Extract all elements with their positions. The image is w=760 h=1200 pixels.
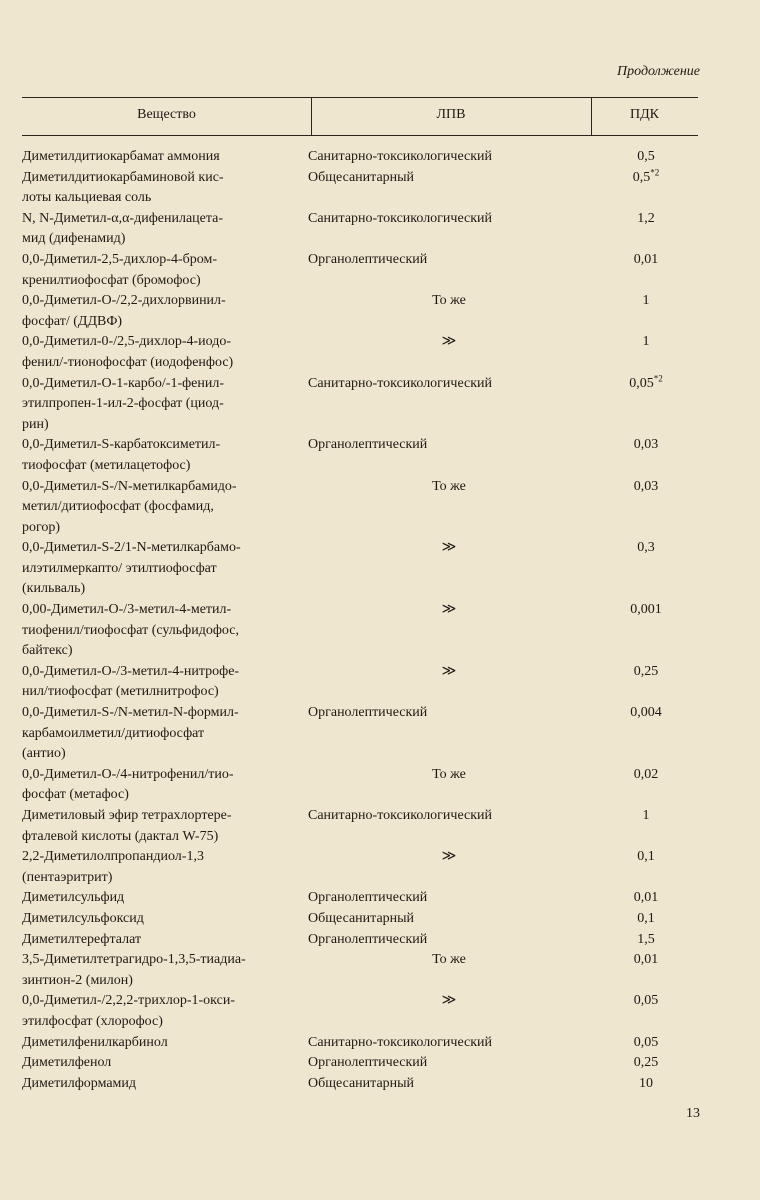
substance-cell (22, 374, 304, 436)
table-row (22, 1074, 698, 1095)
substance-line: Диметилсульфоксид (22, 910, 144, 926)
substance-line: 0,0-Диметил-0-/2,5-дихлор-4-иодо- (22, 334, 232, 350)
substance-cell (22, 1033, 304, 1054)
table-row (22, 765, 698, 806)
pdk-cell (594, 703, 698, 765)
pdk-value: 0,05 (633, 993, 659, 1009)
pdk-value: 1 (642, 293, 650, 309)
lpv-cell: ≫ (441, 540, 457, 556)
pdk-cell (594, 930, 698, 951)
substance-line: 0,0-Диметил-О-/2,2-дихлорвинил- (22, 293, 226, 309)
substance-cell (22, 538, 304, 600)
substance-line: тиофосфат (метилацетофос) (22, 457, 191, 473)
substance-line: рин) (22, 416, 49, 432)
substance-line: фосфат/ (ДДВФ) (22, 313, 123, 329)
pdk-value: 1 (642, 334, 650, 350)
substance-cell (22, 950, 304, 991)
substance-line: 0,0-Диметил-О-1-карбо/-1-фенил- (22, 375, 225, 391)
pdk-cell (594, 847, 698, 888)
pdk-value: 1,5 (637, 931, 655, 947)
lpv-cell: То же (432, 766, 466, 782)
lpv-cell: ≫ (441, 663, 457, 679)
pdk-cell (594, 250, 698, 291)
pdk-cell (594, 291, 698, 332)
pdk-cell (594, 1033, 698, 1054)
substance-line: 0,0-Диметил-/2,2,2-трихлор-1-окси- (22, 993, 236, 1009)
substance-cell (22, 765, 304, 806)
pdk-value: 0,03 (633, 478, 659, 494)
table-row (22, 991, 698, 1032)
substance-cell (22, 250, 304, 291)
substance-line: 0,0-Диметил-О-/3-метил-4-нитрофе- (22, 663, 240, 679)
substance-line: фталевой кислоты (дактал W-75) (22, 828, 219, 844)
table-row (22, 662, 698, 703)
pdk-cell (594, 909, 698, 930)
page-number: 13 (686, 1106, 700, 1121)
pdk-cell (594, 209, 698, 250)
substance-line: Диметилфенол (22, 1055, 112, 1071)
pdk-value: 0,03 (633, 437, 659, 453)
lpv-cell: Органолептический (308, 1055, 428, 1071)
pdk-value: 0,01 (633, 952, 659, 968)
substance-cell (22, 991, 304, 1032)
pdk-cell (594, 477, 698, 539)
pdk-cell (594, 538, 698, 600)
lpv-cell: Санитарно-токсикологический (308, 375, 493, 391)
pdk-value: 0,5 (637, 149, 655, 164)
pdk-cell (594, 1074, 698, 1095)
substance-line: 0,0-Диметил-S-/N-метил-N-формил- (22, 705, 239, 721)
substance-cell (22, 600, 304, 662)
substance-cell (22, 909, 304, 930)
substance-line: 0,00-Диметил-О-/3-метил-4-метил- (22, 602, 232, 618)
substance-line: (антио) (22, 746, 66, 762)
pdk-value: 1 (642, 808, 650, 823)
substance-line: илэтилмеркапто/ этилтиофосфат (22, 560, 217, 576)
substance-cell (22, 477, 304, 539)
substance-line: Диметилдитиокарбамат аммония (22, 149, 220, 164)
table-header-rule (22, 135, 698, 136)
substance-line: рогор) (22, 519, 61, 535)
lpv-cell: Санитарно-токсикологический (308, 210, 493, 226)
table-row (22, 250, 698, 291)
lpv-cell: Органолептический (308, 890, 428, 906)
pdk-value: 0,001 (630, 602, 662, 618)
lpv-cell: ≫ (441, 602, 457, 618)
pdk-value: 0,25 (633, 663, 659, 679)
substance-line: N, N-Диметил-α,α-дифенилацета- (22, 210, 224, 226)
substance-cell (22, 168, 304, 209)
table-top-rule (22, 97, 698, 98)
table-row (22, 909, 698, 930)
continuation-label: Продолжение (617, 64, 700, 79)
substance-cell (22, 806, 304, 847)
lpv-cell: То же (432, 478, 466, 494)
substance-line: 2,2-Диметилолпропандиол-1,3 (22, 849, 204, 865)
substance-line: Диметилсульфид (22, 890, 125, 906)
table-row (22, 600, 698, 662)
substance-line: 0,0-Диметил-S-/N-метилкарбамидо- (22, 478, 237, 494)
table-row (22, 291, 698, 332)
substance-cell (22, 291, 304, 332)
substance-line: нил/тиофосфат (метилнитрофос) (22, 684, 219, 700)
table-row (22, 147, 698, 168)
pdk-cell (594, 765, 698, 806)
pdk-value: 0,004 (630, 705, 662, 721)
substance-line: метил/дитиофосфат (фосфамид, (22, 499, 214, 515)
table-row (22, 332, 698, 373)
substance-line: 0,0-Диметил-О-/4-нитрофенил/тио- (22, 766, 234, 782)
substance-line: (кильваль) (22, 581, 86, 597)
lpv-cell: Общесанитарный (308, 1075, 415, 1091)
substance-line: Диметилформамид (22, 1075, 137, 1091)
lpv-cell: ≫ (441, 849, 457, 865)
pdk-cell (594, 147, 698, 168)
lpv-cell: Органолептический (308, 437, 428, 453)
lpv-cell: Органолептический (308, 251, 428, 267)
pdk-cell (594, 888, 698, 909)
lpv-cell: Санитарно-токсикологический (308, 808, 493, 823)
substance-cell (22, 888, 304, 909)
pdk-cell (594, 950, 698, 991)
table-row (22, 435, 698, 476)
column-header-lpv: ЛПВ (436, 107, 466, 122)
lpv-cell: ≫ (441, 334, 457, 350)
substance-line: Диметилфенилкарбинол (22, 1034, 168, 1050)
substance-line: Диметилтерефталат (22, 931, 142, 947)
substance-line: Диметиловый эфир тетрахлортере- (22, 808, 232, 823)
pdk-value: 0,1 (637, 849, 655, 865)
pdk-value: 0,1 (637, 910, 655, 926)
substance-cell (22, 847, 304, 888)
pdk-cell (594, 806, 698, 847)
table-row (22, 374, 698, 436)
lpv-cell: Санитарно-токсикологический (308, 1034, 493, 1050)
substance-line: кренилтиофосфат (бромофос) (22, 272, 201, 288)
pdk-value: 0,02 (633, 766, 659, 782)
column-header-pdk: ПДК (630, 107, 659, 122)
lpv-cell: То же (432, 952, 466, 968)
pdk-cell (594, 600, 698, 662)
substance-line: (пентаэритрит) (22, 869, 113, 885)
table-row (22, 930, 698, 951)
pdk-cell (594, 374, 698, 436)
substance-line: зинтион-2 (милон) (22, 972, 133, 988)
substance-cell (22, 703, 304, 765)
substance-cell (22, 435, 304, 476)
substance-line: 0,0-Диметил-S-карбатоксиметил- (22, 437, 221, 453)
substance-line: фенил/-тионофосфат (иодофенфос) (22, 354, 234, 370)
column-header-substance: Вещество (137, 107, 196, 122)
lpv-cell: Санитарно-токсикологический (308, 149, 493, 164)
substance-line: этилпропен-1-ил-2-фосфат (циод- (22, 396, 224, 412)
table-row (22, 1033, 698, 1054)
table-row (22, 950, 698, 991)
pdk-value: 0,01 (633, 251, 659, 267)
pdk-cell (594, 435, 698, 476)
lpv-cell: Общесанитарный (308, 910, 415, 926)
table-row (22, 703, 698, 765)
pdk-value: 0,25 (633, 1055, 659, 1071)
substance-line: байтекс) (22, 643, 73, 659)
substance-cell (22, 332, 304, 373)
pdk-value: 0,3 (637, 540, 655, 556)
substance-line: этилфосфат (хлорофос) (22, 1013, 163, 1029)
substance-cell (22, 147, 304, 168)
substance-line: фосфат (метафос) (22, 787, 129, 803)
pdk-cell (594, 168, 698, 209)
lpv-cell: То же (432, 293, 466, 309)
substance-line: карбамоилметил/дитиофосфат (22, 725, 205, 741)
substance-line: 3,5-Диметилтетрагидро-1,3,5-тиадиа- (22, 952, 246, 968)
pdk-value: 0,05 (629, 375, 654, 391)
substance-cell (22, 1053, 304, 1074)
substance-line: 0,0-Диметил-2,5-дихлор-4-бром- (22, 251, 218, 267)
pdk-value: 0,05 (633, 1034, 659, 1050)
lpv-cell: ≫ (441, 993, 457, 1009)
substance-line: мид (дифенамид) (22, 231, 126, 247)
substance-cell (22, 209, 304, 250)
substance-cell (22, 662, 304, 703)
pdk-value: 1,2 (637, 210, 655, 226)
pdk-value: 0,5 (632, 169, 651, 185)
substance-line: 0,0-Диметил-S-2/1-N-метилкарбамо- (22, 540, 241, 556)
table-row (22, 1053, 698, 1074)
pdk-value: 0,01 (633, 890, 659, 906)
substance-line: тиофенил/тиофосфат (сульфидофос, (22, 622, 239, 638)
pdk-footnote-mark: *2 (653, 372, 663, 383)
pdk-value: 10 (639, 1075, 653, 1091)
table-body (22, 147, 698, 1094)
pdk-cell (594, 332, 698, 373)
table-row (22, 888, 698, 909)
table-row (22, 806, 698, 847)
substance-cell (22, 930, 304, 951)
table-row (22, 209, 698, 250)
lpv-cell: Органолептический (308, 931, 428, 947)
pdk-cell (594, 662, 698, 703)
pdk-cell (594, 991, 698, 1032)
lpv-cell: Общесанитарный (308, 169, 415, 185)
table-row (22, 847, 698, 888)
table-row (22, 477, 698, 539)
table-row (22, 538, 698, 600)
substance-cell (22, 1074, 304, 1095)
pdk-footnote-mark: *2 (650, 166, 660, 177)
substance-line: лоты кальциевая соль (22, 190, 152, 206)
lpv-cell: Органолептический (308, 705, 428, 721)
table-row (22, 168, 698, 209)
pdk-cell (594, 1053, 698, 1074)
substance-line: Диметилдитиокарбаминовой кис- (22, 169, 224, 185)
